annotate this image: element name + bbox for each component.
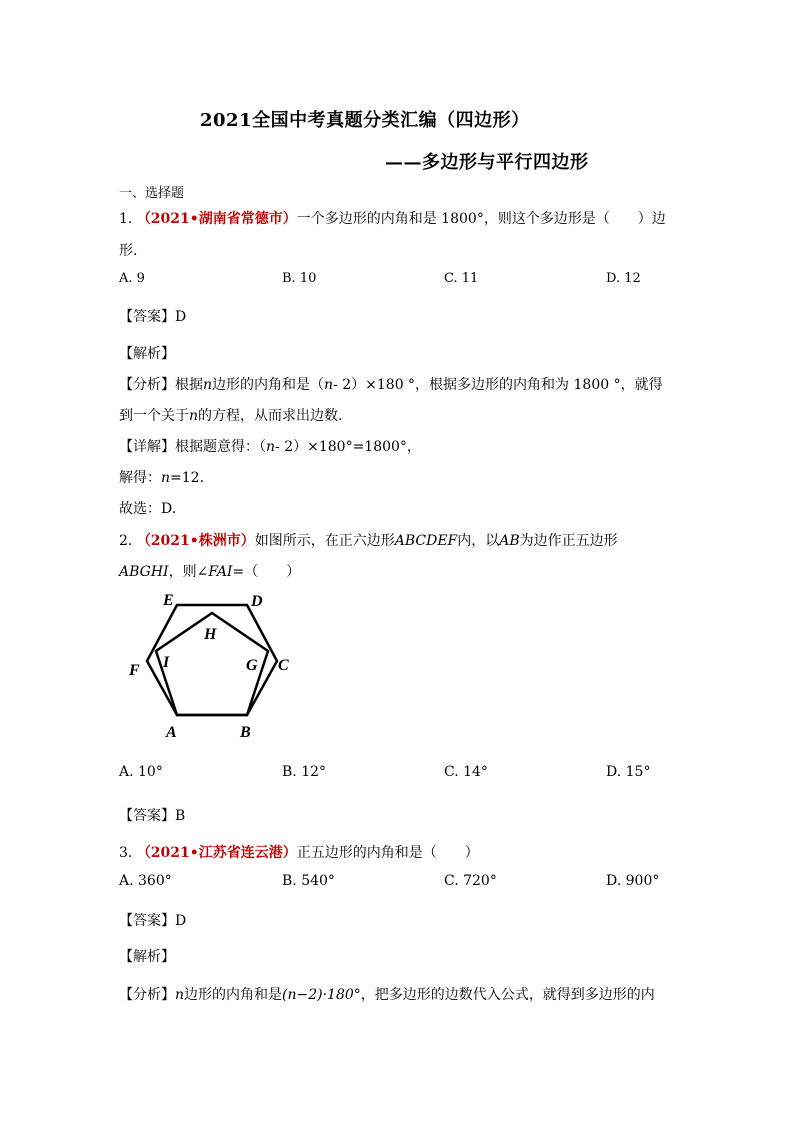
question-1-line-2: 形. bbox=[119, 243, 138, 259]
fenxi-text: ，把多边形的边数代入公式，就得到多边形的内 bbox=[360, 987, 655, 1003]
pentagon-label: ABGHI bbox=[119, 564, 169, 580]
fenxi-text: 根据 bbox=[175, 377, 203, 393]
question-2-line-2 bbox=[119, 561, 300, 581]
question-2-line-1 bbox=[119, 530, 618, 550]
detail-text: - 2）×180°=1800°， bbox=[275, 439, 421, 455]
question-3-line-1 bbox=[119, 842, 479, 862]
answer-2 bbox=[119, 805, 185, 825]
segment-label: AB bbox=[499, 533, 520, 549]
option-c: C. 11 bbox=[444, 271, 479, 286]
option-a: A. 10° bbox=[119, 764, 163, 780]
answer-label: 【答案】 bbox=[119, 913, 175, 929]
choose-line: 故选：D. bbox=[119, 501, 177, 517]
page-title: 2021全国中考真题分类汇编（四边形） bbox=[200, 110, 530, 131]
analysis-line-3 bbox=[119, 984, 655, 1004]
xiangjie-label: 【详解】 bbox=[119, 439, 175, 455]
fenxi-label: 【分析】 bbox=[119, 377, 175, 393]
fenxi-label: 【分析】 bbox=[119, 987, 175, 1003]
question-stem: 一个多边形的内角和是 1800°，则这个多边形是（ ）边 bbox=[296, 211, 666, 227]
label-h: H bbox=[204, 626, 217, 643]
fenxi-text: - 2）×180 °，根据多边形的内角和为 1800 °，就得 bbox=[333, 377, 663, 393]
variable-n: n bbox=[189, 408, 199, 424]
answer-value: D bbox=[175, 309, 187, 325]
question-stem: 如图所示，在正六边形 bbox=[254, 533, 395, 549]
label-e: E bbox=[163, 592, 174, 609]
answer-label: 【答案】 bbox=[119, 808, 175, 824]
detail-line bbox=[119, 436, 421, 456]
variable-n: n bbox=[175, 987, 185, 1003]
label-g: G bbox=[246, 657, 258, 674]
question-number: 1. bbox=[119, 211, 133, 227]
analysis-heading-1: 【解析】 bbox=[119, 346, 175, 362]
label-i: I bbox=[163, 654, 170, 671]
answer-value: B bbox=[175, 808, 186, 824]
hexagon-label: ABCDEF bbox=[394, 533, 458, 549]
question-number: 2. bbox=[119, 533, 133, 549]
question-source: （2021•湖南省常德市） bbox=[136, 211, 297, 227]
option-b: B. 12° bbox=[282, 764, 327, 780]
answer-value: D bbox=[175, 913, 187, 929]
analysis-line-1 bbox=[119, 374, 663, 394]
detail-text: 根据题意得：（ bbox=[175, 439, 266, 455]
option-c: C. 720° bbox=[444, 873, 497, 889]
answer-label: 【答案】 bbox=[119, 309, 175, 325]
option-a: A. 360° bbox=[119, 873, 172, 889]
section-heading: 一、选择题 bbox=[119, 186, 185, 201]
question-stem: =（ ） bbox=[232, 564, 301, 580]
solve-text: =12. bbox=[170, 470, 205, 486]
question-1-line-1 bbox=[119, 208, 666, 228]
angle-label: FAI bbox=[208, 564, 233, 580]
question-stem: 正五边形的内角和是（ ） bbox=[296, 845, 479, 861]
answer-3 bbox=[119, 910, 186, 930]
page-subtitle: ——多边形与平行四边形 bbox=[385, 152, 589, 173]
option-b: B. 10 bbox=[282, 271, 317, 286]
label-d: D bbox=[251, 593, 263, 610]
question-source: （2021•江苏省连云港） bbox=[136, 845, 297, 861]
fenxi-text: 到一个关于 bbox=[119, 408, 189, 424]
question-source: （2021•株洲市） bbox=[136, 533, 255, 549]
variable-n: n bbox=[161, 470, 171, 486]
variable-n: n bbox=[203, 377, 213, 393]
option-d: D. 900° bbox=[606, 873, 660, 889]
solve-line bbox=[119, 467, 204, 487]
option-d: D. 15° bbox=[606, 764, 651, 780]
label-c: C bbox=[278, 657, 289, 674]
fenxi-text: 的方程，从而求出边数. bbox=[198, 408, 343, 424]
variable-n: n bbox=[324, 377, 334, 393]
label-a: A bbox=[166, 724, 177, 741]
analysis-line-2 bbox=[119, 405, 342, 425]
label-b: B bbox=[240, 724, 251, 741]
option-b: B. 540° bbox=[282, 873, 335, 889]
option-c: C. 14° bbox=[444, 764, 488, 780]
fenxi-text: 边形的内角和是 bbox=[184, 987, 283, 1003]
question-stem: ，则∠ bbox=[168, 564, 209, 580]
fenxi-text: 边形的内角和是（ bbox=[212, 377, 325, 393]
option-d: D. 12 bbox=[606, 271, 641, 286]
answer-1 bbox=[119, 306, 186, 326]
question-number: 3. bbox=[119, 845, 133, 861]
question-stem: 内，以 bbox=[457, 533, 500, 549]
geometry-figure bbox=[120, 585, 320, 745]
variable-n: n bbox=[266, 439, 276, 455]
option-a: A. 9 bbox=[119, 271, 145, 286]
analysis-heading-3: 【解析】 bbox=[119, 949, 175, 965]
formula: (n−2)·180° bbox=[282, 987, 361, 1003]
solve-text: 解得： bbox=[119, 470, 161, 486]
question-stem: 为边作正五边形 bbox=[519, 533, 618, 549]
label-f: F bbox=[129, 662, 140, 679]
